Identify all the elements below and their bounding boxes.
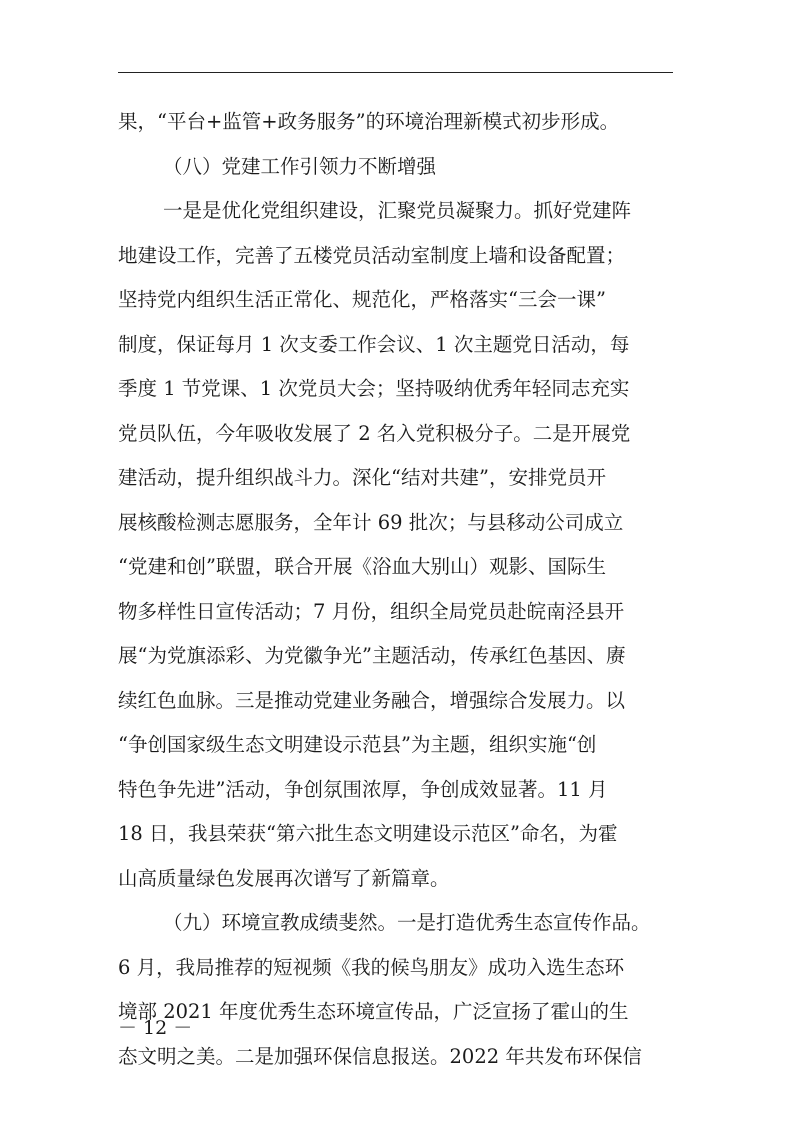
text-line: 果，“平台+监管+政务服务”的环境治理新模式初步形成。 — [118, 110, 620, 133]
body-text — [118, 100, 678, 1079]
page-number: － 12 － — [118, 1017, 193, 1039]
text-line: 建活动，提升组织战斗力。深化“结对共建”，安排党员开 — [118, 466, 606, 489]
text-line: 党员队伍，今年吸收发展了 2 名入党积极分子。二是开展党 — [118, 421, 631, 445]
section-heading: （八）党建工作引领力不断增强 — [163, 154, 437, 178]
text-line: 地建设工作，完善了五楼党员活动室制度上墙和设备配置； — [118, 243, 626, 267]
text-line: “争创国家级生态文明建设示范县”为主题，组织实施“创 — [118, 733, 597, 756]
text-line: 境部 2021 年度优秀生态环境宣传品，广泛宣扬了霍山的生 — [118, 1000, 629, 1023]
text-line: 坚持党内组织生活正常化、规范化，严格落实“三会一课” — [118, 288, 606, 311]
text-line: 制度，保证每月 1 次支委工作会议、1 次主题党日活动，每 — [118, 332, 630, 356]
text-line: “党建和创”联盟，联合开展《浴血大别山）观影、国际生 — [118, 555, 606, 578]
section-heading: （九）环境宣教成绩斐然。一是打造优秀生态宣传作品。 — [163, 911, 651, 934]
header-rule — [118, 72, 673, 73]
text-line: 物多样性日宣传活动；7 月份，组织全局党员赴皖南泾县开 — [118, 599, 625, 623]
text-line: 展核酸检测志愿服务，全年计 69 批次；与县移动公司成立 — [118, 510, 624, 534]
text-line: 特色争先进”活动，争创氛围浓厚，争创成效显著。11 月 — [118, 777, 608, 801]
text-line: 展“为党旗添彩、为党徽争光”主题活动，传承红色基因、赓 — [118, 644, 626, 667]
text-line: 山高质量绿色发展再次谱写了新篇章。 — [118, 866, 450, 890]
text-line: 一是是优化党组织建设，汇聚党员凝聚力。抓好党建阵 — [163, 199, 632, 222]
text-line: 季度 1 节党课、1 次党员大会；坚持吸纳优秀年轻同志充实 — [118, 377, 630, 400]
text-line: 18 日，我县荣获“第六批生态文明建设示范区”命名，为霍 — [118, 822, 618, 845]
text-line: 6 月，我局推荐的短视频《我的候鸟朋友》成功入选生态环 — [118, 955, 625, 979]
text-line: 态文明之美。二是加强环保信息报送。2022 年共发布环保信 — [118, 1044, 642, 1068]
text-line: 续红色血脉。三是推动党建业务融合，增强综合发展力。以 — [118, 688, 626, 712]
